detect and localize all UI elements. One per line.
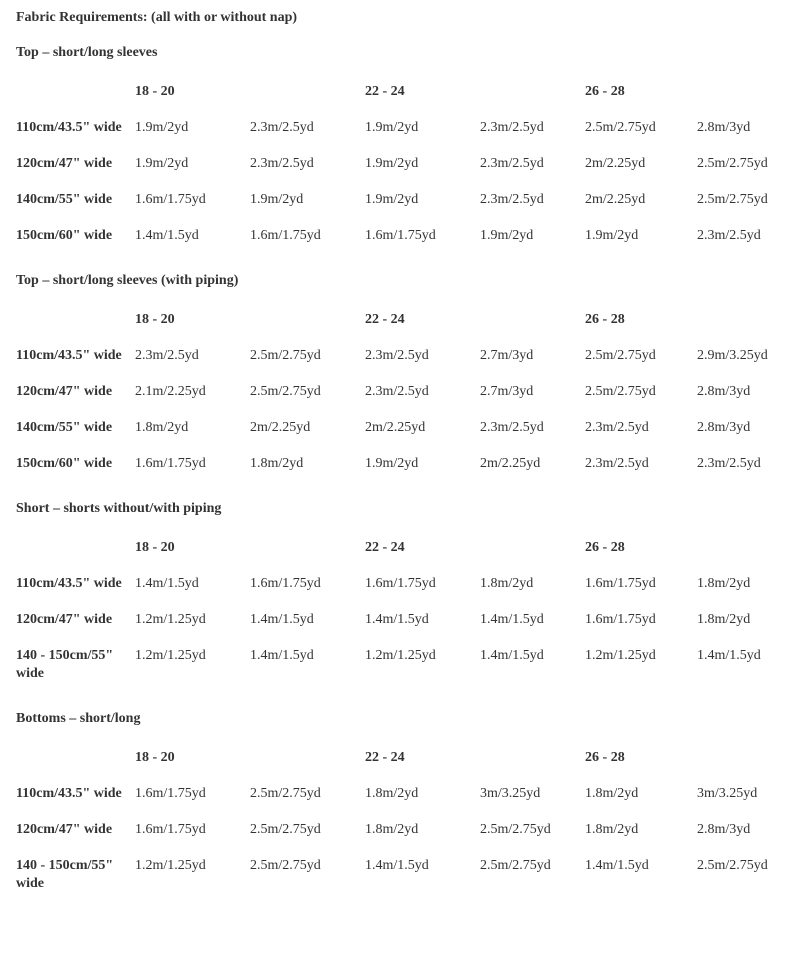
fabric-value: 1.6m/1.75yd [135, 786, 206, 801]
size-header: 22 - 24 [365, 750, 405, 765]
section-heading-bottoms: Bottoms – short/long [16, 711, 141, 726]
fabric-value: 2.3m/2.5yd [480, 156, 544, 171]
fabric-value: 1.4m/1.5yd [135, 228, 199, 243]
table-row [16, 611, 794, 647]
fabric-value: 2.3m/2.5yd [250, 156, 314, 171]
fabric-value: 1.6m/1.75yd [250, 228, 321, 243]
row-label: 120cm/47" wide [16, 822, 113, 837]
table-row [16, 419, 794, 455]
fabric-value: 1.8m/2yd [585, 786, 639, 801]
size-header-spacer [16, 311, 135, 347]
fabric-value: 1.2m/1.25yd [365, 648, 436, 663]
row-label: 140 - 150cm/55" wide [16, 858, 114, 891]
table-row [16, 347, 794, 383]
fabric-value: 1.9m/2yd [480, 228, 534, 243]
fabric-value: 1.9m/2yd [585, 228, 639, 243]
fabric-value: 2.3m/2.5yd [480, 192, 544, 207]
fabric-value: 2.5m/2.75yd [697, 192, 768, 207]
fabric-value: 3m/3.25yd [697, 786, 758, 801]
fabric-value: 2.5m/2.75yd [480, 822, 551, 837]
fabric-table-shorts [16, 539, 794, 701]
table-row [16, 785, 794, 821]
fabric-value: 1.9m/2yd [365, 120, 419, 135]
fabric-value: 1.6m/1.75yd [135, 192, 206, 207]
table-row [16, 575, 794, 611]
fabric-value: 2.3m/2.5yd [585, 456, 649, 471]
fabric-value: 2.5m/2.75yd [250, 384, 321, 399]
fabric-value: 1.4m/1.5yd [250, 648, 314, 663]
size-header: 18 - 20 [135, 312, 175, 327]
table-row [16, 455, 794, 491]
fabric-value: 2.8m/3yd [697, 420, 751, 435]
fabric-value: 1.8m/2yd [480, 576, 534, 591]
fabric-value: 2.5m/2.75yd [250, 858, 321, 873]
fabric-value: 1.6m/1.75yd [585, 612, 656, 627]
fabric-value: 2.5m/2.75yd [250, 348, 321, 363]
size-header: 18 - 20 [135, 750, 175, 765]
size-header-row [16, 311, 794, 347]
fabric-value: 2.8m/3yd [697, 120, 751, 135]
size-header-row [16, 749, 794, 785]
size-header: 22 - 24 [365, 312, 405, 327]
size-header: 26 - 28 [585, 312, 625, 327]
fabric-value: 2.5m/2.75yd [697, 156, 768, 171]
fabric-value: 3m/3.25yd [480, 786, 541, 801]
fabric-value: 2.7m/3yd [480, 384, 534, 399]
row-label: 150cm/60" wide [16, 228, 113, 243]
fabric-value: 1.6m/1.75yd [135, 456, 206, 471]
fabric-value: 2.3m/2.5yd [480, 420, 544, 435]
fabric-table-top-piping [16, 311, 794, 491]
fabric-value: 2.8m/3yd [697, 384, 751, 399]
fabric-value: 1.2m/1.25yd [135, 612, 206, 627]
page-title: Fabric Requirements: (all with or without nap) [16, 10, 298, 25]
fabric-value: 2.5m/2.75yd [250, 786, 321, 801]
size-header: 18 - 20 [135, 84, 175, 99]
row-label: 110cm/43.5" wide [16, 120, 122, 135]
row-label: 120cm/47" wide [16, 612, 113, 627]
fabric-value: 2.3m/2.5yd [365, 348, 429, 363]
fabric-value: 2m/2.25yd [480, 456, 541, 471]
fabric-value: 1.4m/1.5yd [365, 858, 429, 873]
row-label: 110cm/43.5" wide [16, 786, 122, 801]
fabric-value: 1.6m/1.75yd [135, 822, 206, 837]
size-header-row [16, 539, 794, 575]
fabric-value: 2.5m/2.75yd [585, 348, 656, 363]
fabric-value: 2m/2.25yd [585, 156, 646, 171]
table-row [16, 821, 794, 857]
fabric-value: 1.9m/2yd [365, 456, 419, 471]
fabric-value: 2m/2.25yd [250, 420, 311, 435]
size-header: 18 - 20 [135, 540, 175, 555]
fabric-value: 2m/2.25yd [365, 420, 426, 435]
fabric-value: 1.9m/2yd [135, 156, 189, 171]
row-label: 140cm/55" wide [16, 420, 113, 435]
size-header-spacer [16, 83, 135, 119]
fabric-value: 2.3m/2.5yd [697, 228, 761, 243]
fabric-value: 2.3m/2.5yd [480, 120, 544, 135]
fabric-value: 2.8m/3yd [697, 822, 751, 837]
size-header-spacer [16, 749, 135, 785]
fabric-value: 1.8m/2yd [697, 576, 751, 591]
table-row [16, 227, 794, 263]
section-heading-shorts: Short – shorts without/with piping [16, 501, 222, 516]
fabric-value: 1.6m/1.75yd [250, 576, 321, 591]
fabric-value: 2.5m/2.75yd [480, 858, 551, 873]
size-header: 26 - 28 [585, 540, 625, 555]
fabric-value: 1.2m/1.25yd [135, 648, 206, 663]
fabric-value: 2.3m/2.5yd [697, 456, 761, 471]
fabric-value: 2.3m/2.5yd [585, 420, 649, 435]
fabric-value: 2.3m/2.5yd [250, 120, 314, 135]
fabric-value: 2.5m/2.75yd [585, 120, 656, 135]
fabric-value: 1.4m/1.5yd [250, 612, 314, 627]
fabric-value: 1.8m/2yd [697, 612, 751, 627]
fabric-value: 1.4m/1.5yd [480, 612, 544, 627]
size-header-row [16, 83, 794, 119]
fabric-value: 1.4m/1.5yd [365, 612, 429, 627]
fabric-value: 1.8m/2yd [135, 420, 189, 435]
fabric-value: 2.1m/2.25yd [135, 384, 206, 399]
fabric-value: 1.6m/1.75yd [585, 576, 656, 591]
fabric-value: 1.4m/1.5yd [697, 648, 761, 663]
table-row [16, 155, 794, 191]
fabric-value: 2.9m/3.25yd [697, 348, 768, 363]
size-header: 22 - 24 [365, 84, 405, 99]
table-row [16, 857, 794, 911]
size-header-spacer [16, 539, 135, 575]
section-heading-top: Top – short/long sleeves [16, 45, 158, 60]
table-row [16, 119, 794, 155]
fabric-value: 1.6m/1.75yd [365, 228, 436, 243]
section-heading-top-piping: Top – short/long sleeves (with piping) [16, 273, 239, 288]
table-row [16, 383, 794, 419]
size-header: 26 - 28 [585, 84, 625, 99]
fabric-value: 1.9m/2yd [365, 192, 419, 207]
size-header: 22 - 24 [365, 540, 405, 555]
fabric-value: 1.4m/1.5yd [585, 858, 649, 873]
row-label: 120cm/47" wide [16, 156, 113, 171]
fabric-value: 2.5m/2.75yd [585, 384, 656, 399]
fabric-value: 2.5m/2.75yd [250, 822, 321, 837]
fabric-value: 1.6m/1.75yd [365, 576, 436, 591]
fabric-table-top [16, 83, 794, 263]
fabric-value: 2.5m/2.75yd [697, 858, 768, 873]
row-label: 110cm/43.5" wide [16, 348, 122, 363]
fabric-value: 1.8m/2yd [365, 786, 419, 801]
fabric-value: 1.8m/2yd [365, 822, 419, 837]
fabric-value: 2m/2.25yd [585, 192, 646, 207]
fabric-value: 1.8m/2yd [585, 822, 639, 837]
row-label: 110cm/43.5" wide [16, 576, 122, 591]
row-label: 150cm/60" wide [16, 456, 113, 471]
fabric-table-bottoms [16, 749, 794, 911]
fabric-value: 1.4m/1.5yd [135, 576, 199, 591]
fabric-value: 1.8m/2yd [250, 456, 304, 471]
fabric-value: 1.2m/1.25yd [585, 648, 656, 663]
row-label: 120cm/47" wide [16, 384, 113, 399]
row-label: 140cm/55" wide [16, 192, 113, 207]
fabric-value: 1.9m/2yd [135, 120, 189, 135]
fabric-value: 2.7m/3yd [480, 348, 534, 363]
size-header: 26 - 28 [585, 750, 625, 765]
fabric-value: 1.9m/2yd [250, 192, 304, 207]
fabric-value: 2.3m/2.5yd [365, 384, 429, 399]
fabric-value: 2.3m/2.5yd [135, 348, 199, 363]
row-label: 140 - 150cm/55" wide [16, 648, 114, 681]
fabric-value: 1.4m/1.5yd [480, 648, 544, 663]
table-row [16, 647, 794, 701]
fabric-value: 1.2m/1.25yd [135, 858, 206, 873]
fabric-value: 1.9m/2yd [365, 156, 419, 171]
table-row [16, 191, 794, 227]
